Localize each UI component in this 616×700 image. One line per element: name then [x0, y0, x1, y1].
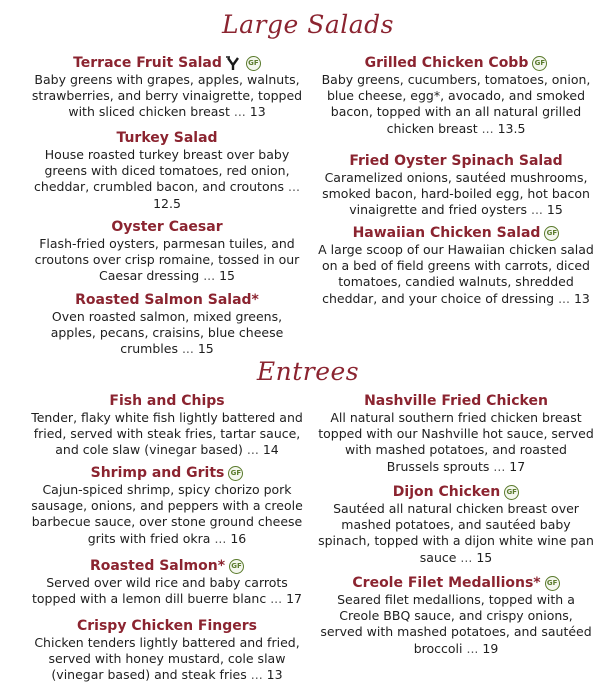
menu-item: Roasted Salmon* GF Served over wild rice and baby carrots topped with a lemon dill buerre blanc ... 17	[31, 558, 302, 607]
item-name: Fried Oyster Spinach Salad	[349, 153, 563, 169]
item-price: 13.5	[497, 120, 526, 136]
menu-item: Roasted Salmon Salad* Oven roasted salmon, mixed greens, apples, pecans, craisins, blue cheese crumbles ... 15	[50, 292, 284, 357]
item-name: Hawaiian Chicken Salad	[352, 225, 541, 241]
item-name: Turkey Salad	[116, 130, 218, 146]
item-price: 16	[230, 530, 247, 546]
item-price: 14	[262, 442, 279, 458]
item-description: Seared filet medallions, topped with a Creole BBQ sauce, and crispy onions, served with mashed potatoes, and sautéed broccoli	[320, 592, 592, 656]
item-description: Served over wild rice and baby carrots topped with a lemon dill buerre blanc	[31, 575, 288, 607]
item-price: 15	[546, 202, 563, 218]
item-price: 15	[197, 341, 214, 357]
item-name: Shrimp and Grits	[90, 465, 225, 481]
item-description: Sautéed all natural chicken breast over mashed potatoes, and sautéed baby spinach, topped with a dijon white wine pan sauce	[318, 501, 594, 565]
menu-item: Hawaiian Chicken Salad GF A large scoop of our Hawaiian chicken salad on a bed of field greens with carrots, diced tomatoes, candied walnuts, shredded cheddar, and your choice of dressing ... 13	[318, 225, 594, 306]
item-price: 12.5	[153, 195, 181, 211]
item-description: Cajun-spiced shrimp, spicy chorizo pork sausage, onions, and peppers with a creole barbecue sauce, over stone ground cheese grits with fried okra	[31, 482, 303, 546]
gluten-free-icon: GF	[504, 485, 519, 500]
item-name: Fish and Chips	[109, 393, 225, 409]
gluten-free-icon: GF	[545, 576, 560, 591]
item-description: Flash-fried oysters, parmesan tuiles, and croutons over crisp romaine, tossed in our Caesar dressing	[34, 236, 300, 284]
menu-item: Oyster Caesar Flash-fried oysters, parmesan tuiles, and croutons over crisp romaine, tossed in our Caesar dressing ... 15	[34, 219, 300, 284]
gluten-free-icon: GF	[532, 56, 547, 71]
item-price: 13	[573, 290, 590, 306]
menu-item: Grilled Chicken Cobb GF Baby greens, cucumbers, tomatoes, onion, blue cheese, egg*, avocado, and smoked bacon, topped with an all natural grilled chicken breast ... 13.5	[321, 55, 591, 136]
entrees-right-column	[318, 0, 594, 700]
item-description: Oven roasted salmon, mixed greens, apples, pecans, craisins, blue cheese crumbles	[50, 309, 284, 357]
large-salads-title: Large Salads	[222, 10, 394, 39]
item-name: Crispy Chicken Fingers	[76, 618, 258, 634]
item-name: Creole Filet Medallions*	[352, 575, 541, 591]
item-price: 15	[219, 268, 235, 284]
gluten-free-icon: GF	[228, 466, 243, 481]
item-price: 13	[249, 104, 266, 120]
item-price: 15	[476, 549, 493, 565]
menu-item: Nashville Fried Chicken All natural southern fried chicken breast topped with our Nashville hot sauce, served with mashed potatoes, and roasted Brussels sprouts ... 17	[318, 393, 594, 474]
item-description: A large scoop of our Hawaiian chicken salad on a bed of field greens with carrots, diced tomatoes, candied walnuts, shredded cheddar, and your choice of dressing	[318, 242, 594, 306]
menu-item: Turkey Salad House roasted turkey breast over baby greens with diced tomatoes, red onion, cheddar, crumbled bacon, and croutons ... 12.5	[34, 130, 300, 211]
item-name: Terrace Fruit Salad	[73, 55, 222, 71]
item-name: Nashville Fried Chicken	[364, 393, 548, 409]
gluten-free-icon: GF	[544, 226, 559, 241]
item-description: Chicken tenders lightly battered and fried, served with honey mustard, cole slaw (vinegar based) and steak fries	[34, 635, 300, 683]
item-description: Tender, flaky white fish lightly battered and fried, served with steak fries, tartar sauce, and cole slaw (vinegar based)	[31, 410, 303, 458]
item-name: Grilled Chicken Cobb	[364, 55, 529, 71]
menu-item: Fish and Chips Tender, flaky white fish lightly battered and fried, served with steak fries, tartar sauce, and cole slaw (vinegar based) ... 14	[31, 393, 303, 458]
item-description: All natural southern fried chicken breast topped with our Nashville hot sauce, served with mashed potatoes, and roasted Brussels sprouts	[318, 410, 594, 474]
item-price: 17	[286, 591, 302, 607]
gluten-free-icon: GF	[229, 559, 244, 574]
item-description: Baby greens with grapes, apples, walnuts, strawberries, and berry vinaigrette, topped with sliced chicken breast	[31, 72, 303, 120]
item-name: Oyster Caesar	[111, 219, 223, 235]
menu-item: Dijon Chicken GF Sautéed all natural chicken breast over mashed potatoes, and sautéed baby spinach, topped with a dijon white wine pan sauce ... 15	[318, 484, 594, 565]
item-name: Roasted Salmon Salad*	[75, 292, 259, 308]
item-description: House roasted turkey breast over baby greens with diced tomatoes, red onion, cheddar, crumbled bacon, and croutons	[34, 147, 290, 195]
entrees-left-column	[30, 0, 304, 700]
gluten-free-icon: GF	[246, 56, 261, 71]
item-price: 17	[509, 458, 526, 474]
entrees-title: Entrees	[256, 357, 360, 386]
menu-item: Terrace Fruit Salad GF Baby greens with grapes, apples, walnuts, strawberries, and berry vinaigrette, topped with sliced chicken breast ... 13	[31, 55, 303, 120]
menu-item: Shrimp and Grits GF Cajun-spiced shrimp, spicy chorizo pork sausage, onions, and peppers with a creole barbecue sauce, over stone ground cheese grits with fried okra ... 16	[31, 465, 303, 546]
menu-item: Fried Oyster Spinach Salad Caramelized onions, sautéed mushrooms, smoked bacon, hard-boiled egg, hot bacon vinaigrette and fried oysters ... 15	[322, 153, 590, 218]
menu-item: Crispy Chicken Fingers Chicken tenders lightly battered and fried, served with honey mustard, cole slaw (vinegar based) and steak fries ... 13	[34, 618, 300, 683]
menu-item: Creole Filet Medallions* GF Seared filet medallions, topped with a Creole BBQ sauce, and crispy onions, served with mashed potatoes, and sautéed broccoli ... 19	[320, 575, 592, 656]
item-price: 13	[266, 667, 283, 683]
item-description: Baby greens, cucumbers, tomatoes, onion, blue cheese, egg*, avocado, and smoked bacon, topped with an all natural grilled chicken breast	[321, 72, 591, 136]
item-name: Roasted Salmon*	[89, 558, 226, 574]
item-description: Caramelized onions, sautéed mushrooms, smoked bacon, hard-boiled egg, hot bacon vinaigrette and fried oysters	[322, 170, 590, 218]
item-name: Dijon Chicken	[392, 484, 501, 500]
item-price: 19	[482, 640, 499, 656]
